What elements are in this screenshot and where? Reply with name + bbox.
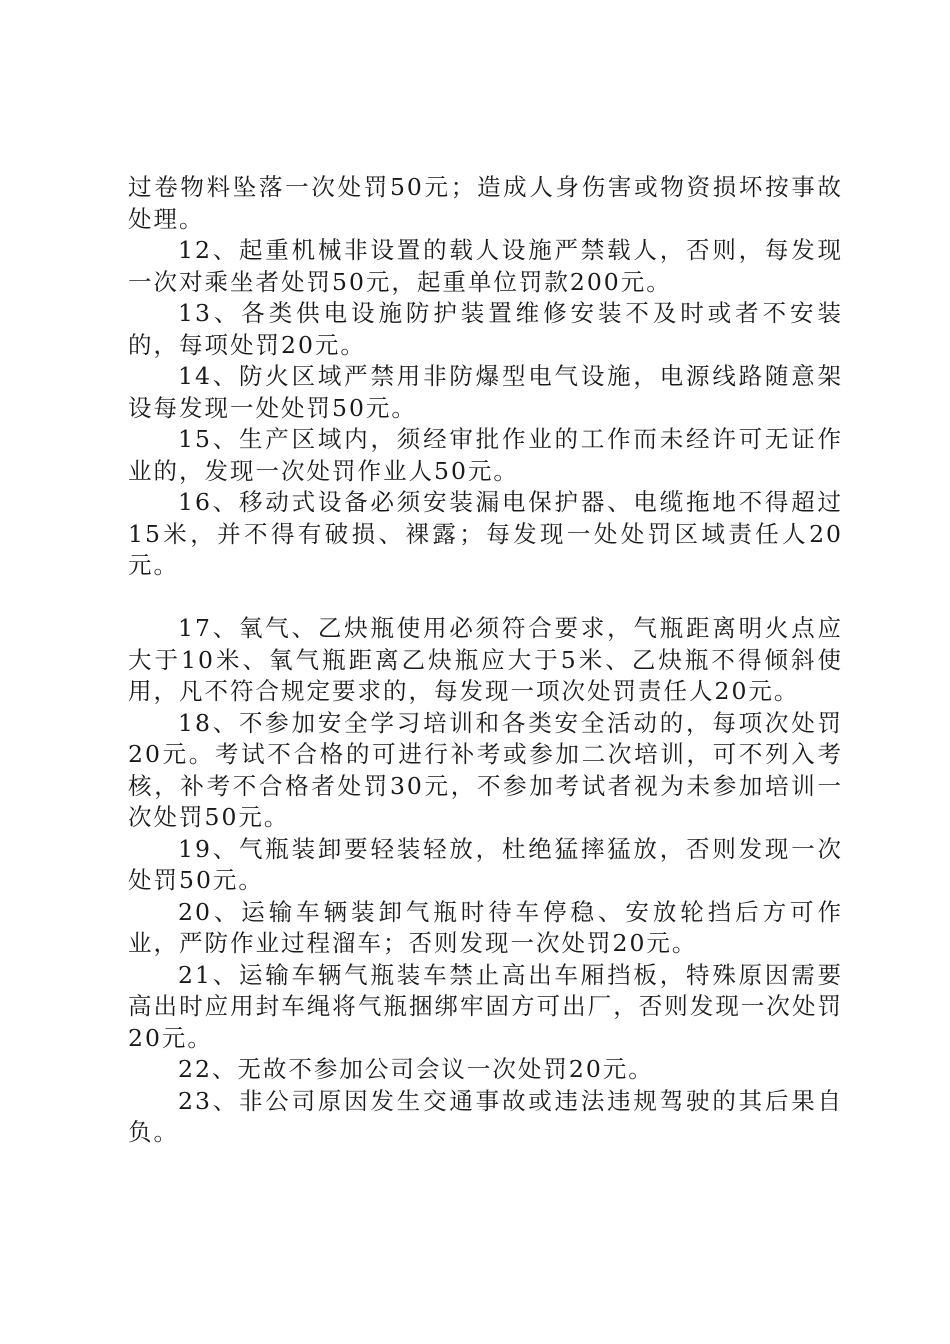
paragraph-item-19: 19、气瓶装卸要轻装轻放，杜绝猛摔猛放，否则发现一次处罚50元。 bbox=[128, 834, 843, 894]
document-body bbox=[128, 172, 843, 1149]
paragraph-item-21: 21、运输车辆气瓶装车禁止高出车厢挡板，特殊原因需要高出时应用封车绳将气瓶捆绑牢固方可出厂，否则发现一次处罚20元。 bbox=[128, 960, 843, 1052]
paragraph-item-20: 20、运输车辆装卸气瓶时待车停稳、安放轮挡后方可作业，严防作业过程溜车；否则发现一次处罚20元。 bbox=[128, 897, 843, 957]
paragraph-item-14: 14、防火区域严禁用非防爆型电气设施，电源线路随意架设每发现一处处罚50元。 bbox=[128, 362, 843, 422]
paragraph-item-22: 22、无故不参加公司会议一次处罚20元。 bbox=[178, 1055, 654, 1083]
paragraph-item-23: 23、非公司原因发生交通事故或违法违规驾驶的其后果自负。 bbox=[128, 1086, 843, 1146]
paragraph-item-16: 16、移动式设备必须安装漏电保护器、电缆拖地不得超过15米，并不得有破损、裸露；每发现一处处罚区域责任人20元。 bbox=[128, 488, 843, 579]
paragraph-continuation: 过卷物料坠落一次处罚50元；造成人身伤害或物资损坏按事故处理。 bbox=[128, 173, 843, 233]
paragraph-item-17: 17、氧气、乙炔瓶使用必须符合要求，气瓶距离明火点应大于10米、氧气瓶距离乙炔瓶应大于5米、乙炔瓶不得倾斜使用，凡不符合规定要求的，每发现一项次处罚责任人20元。 bbox=[128, 614, 843, 705]
paragraph-item-13: 13、各类供电设施防护装置维修安装不及时或者不安装的，每项处罚20元。 bbox=[128, 299, 843, 359]
paragraph-item-12: 12、起重机械非设置的载人设施严禁载人，否则，每发现一次对乘坐者处罚50元，起重单位罚款200元。 bbox=[128, 236, 843, 296]
paragraph-item-15: 15、生产区域内，须经审批作业的工作而未经许可无证作业的，发现一次处罚作业人50元。 bbox=[128, 425, 843, 485]
paragraph-item-18: 18、不参加安全学习培训和各类安全活动的，每项次处罚20元。考试不合格的可进行补考或参加二次培训，可不列入考核，补考不合格者处罚30元，不参加考试者视为未参加培训一次处罚50元。 bbox=[128, 708, 843, 831]
